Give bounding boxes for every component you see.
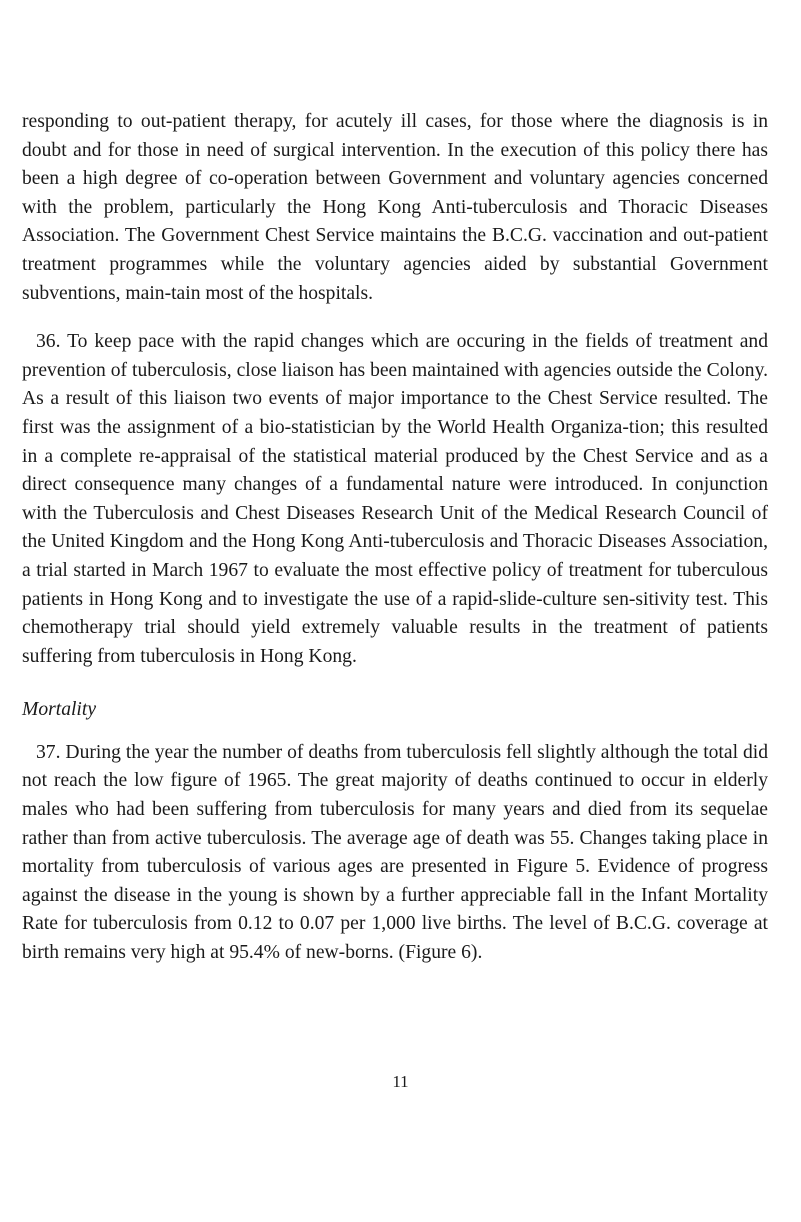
document-page: [22, 108, 768, 968]
section-heading-mortality: Mortality: [22, 699, 97, 721]
paragraph-36: 36. To keep pace with the rapid changes which are occuring in the fields of treatment and prevention of tuberculosis, close liaison has been maintained with agencies outside the Colony. As a result of this liaison two events of major importance to the Chest Service resulted. The first was the assignment of a bio-statistician by the World Health Organiza-tion; this resulted in a complete re-appraisal of the statistical material produced by the Chest Service and as a direct consequence many changes of a fundamental nature were introduced. In conjunction with the Tuberculosis and Chest Diseases Research Unit of the Medical Research Council of the United Kingdom and the Hong Kong Anti-tuberculosis and Thoracic Diseases Association, a trial started in March 1967 to evaluate the most effective policy of treatment for tuberculous patients in Hong Kong and to investigate the use of a rapid-slide-culture sen-sitivity test. This chemotherapy trial should yield extremely valuable results in the treatment of patients suffering from tuberculosis in Hong Kong.: [22, 331, 768, 667]
paragraph-37: 37. During the year the number of deaths from tuberculosis fell slightly although the total did not reach the low figure of 1965. The great majority of deaths continued to occur in elderly males who had been suffering from tuberculosis for many years and died from its sequelae rather than from active tuberculosis. The average age of death was 55. Changes taking place in mortality from tuberculosis of various ages are presented in Figure 5. Evidence of progress against the disease in the young is shown by a further appreciable fall in the Infant Mortality Rate for tuberculosis from 0.12 to 0.07 per 1,000 live births. The level of B.C.G. coverage at birth remains very high at 95.4% of new-borns. (Figure 6).: [22, 741, 768, 964]
paragraph-continued: responding to out-patient therapy, for acutely ill cases, for those where the diagnosis is in doubt and for those in need of surgical intervention. In the execution of this policy there has been a high degree of co-operation between Government and voluntary agencies concerned with the problem, particularly the Hong Kong Anti-tuberculosis and Thoracic Diseases Association. The Government Chest Service maintains the B.C.G. vaccination and out-patient treatment programmes while the voluntary agencies aided by substantial Government subventions, main-tain most of the hospitals.: [22, 111, 768, 304]
page-number: 11: [392, 1072, 409, 1091]
